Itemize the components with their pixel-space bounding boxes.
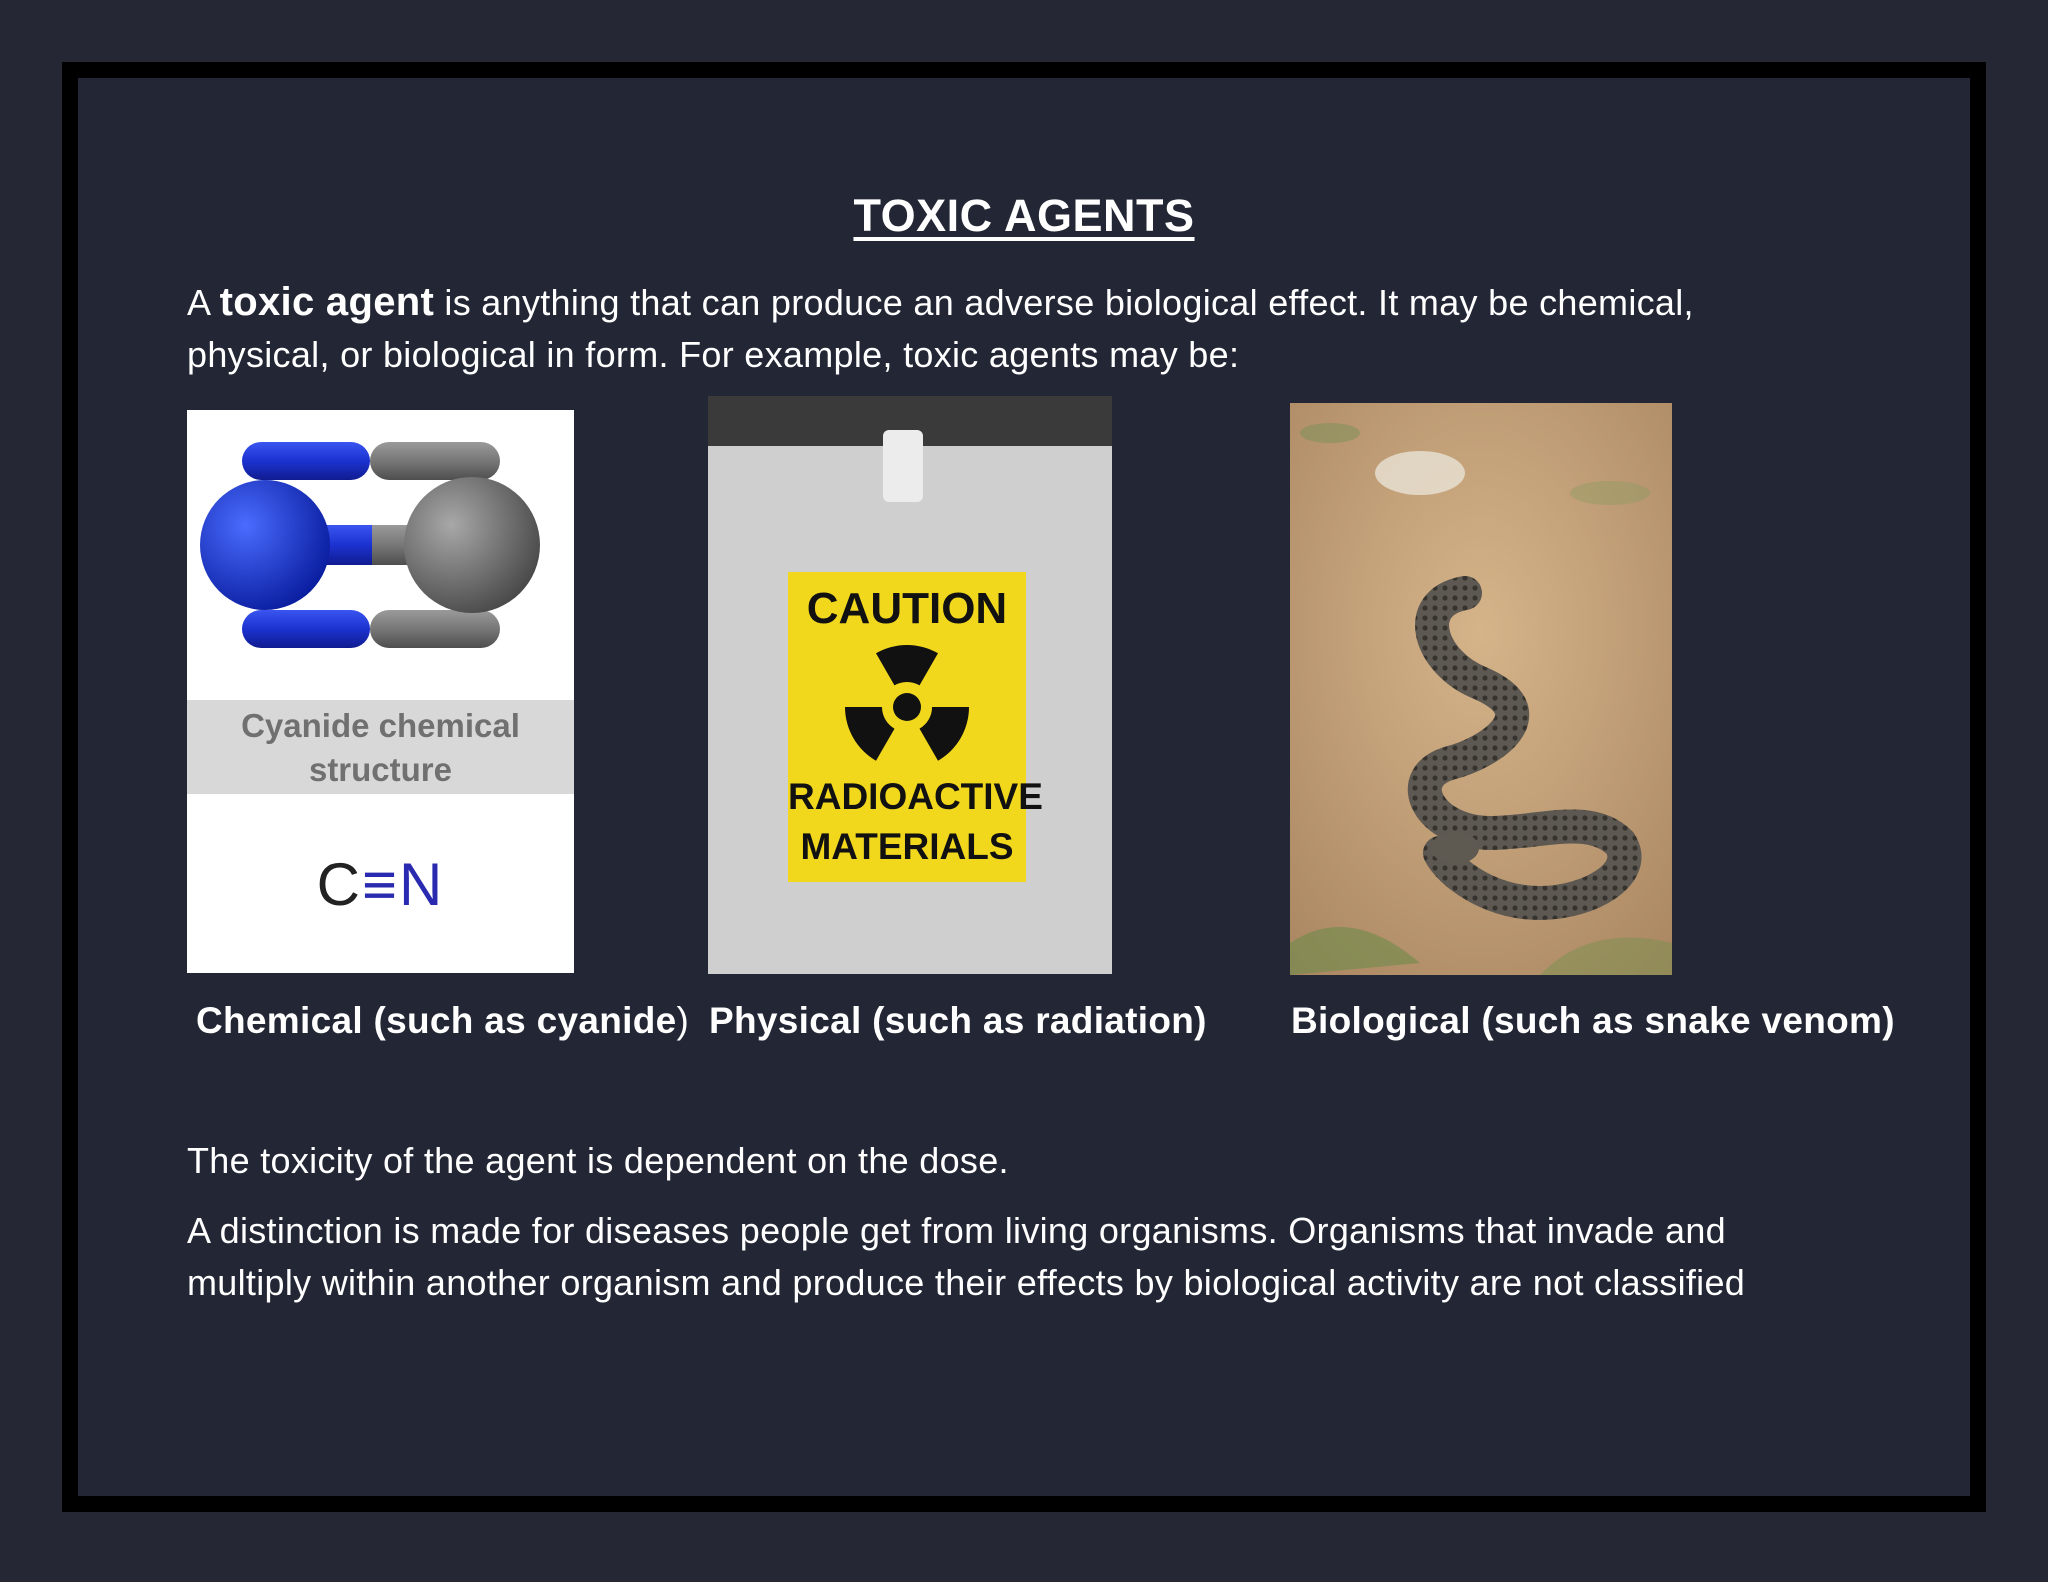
snake-photo (1290, 403, 1672, 975)
intro-term: toxic agent (219, 280, 435, 324)
radiation-trefoil-icon (840, 640, 974, 774)
formula-nitrogen: N (399, 851, 445, 918)
distinction-line2: multiply within another organism and produce their effects by biological activity are not classified (187, 1262, 1746, 1303)
caption-biological: Biological (such as snake venom) (1291, 1000, 1895, 1041)
slide-title: TOXIC AGENTS (853, 190, 1195, 241)
sign-caution-text: CAUTION (806, 584, 1008, 633)
sign-radioactive-text: RADIOACTIVE (788, 776, 1043, 817)
radiation-sign-image (708, 396, 1112, 974)
distinction-line1: A distinction is made for diseases people get from living organisms. Organisms that invade and (187, 1210, 1726, 1251)
cyanide-label-band (187, 700, 574, 794)
cyanide-formula (187, 850, 574, 919)
caption-chemical-text: Chemical (such as cyanide (196, 1000, 677, 1041)
snake-illustration (1290, 403, 1672, 975)
caption-physical: Physical (such as radiation) (709, 1000, 1207, 1041)
caption-chemical-close: ) (676, 1000, 690, 1041)
cyanide-label-line1: Cyanide chemical (241, 707, 520, 744)
sign-bottom-text (788, 772, 1043, 872)
formula-carbon: C (316, 851, 362, 918)
caution-sign (788, 572, 1043, 882)
intro-line2: physical, or biological in form. For example, toxic agents may be: (187, 334, 1240, 375)
cyanide-label-line2: structure (308, 751, 453, 788)
cyanide-molecule-model (187, 410, 574, 700)
dose-paragraph: The toxicity of the agent is dependent on the dose. (187, 1140, 1009, 1181)
intro-line1-rest: is anything that can produce an adverse biological effect. It may be chemical, (434, 282, 1694, 323)
container-latch (883, 430, 923, 502)
caption-chemical (196, 1000, 689, 1042)
distinction-paragraph (187, 1205, 1887, 1309)
intro-prefix: A (187, 282, 220, 323)
cyanide-structure-image (187, 410, 574, 973)
intro-paragraph (187, 276, 1887, 381)
formula-triple-bond: ≡ (361, 851, 399, 918)
sign-materials-text: MATERIALS (800, 826, 1014, 867)
